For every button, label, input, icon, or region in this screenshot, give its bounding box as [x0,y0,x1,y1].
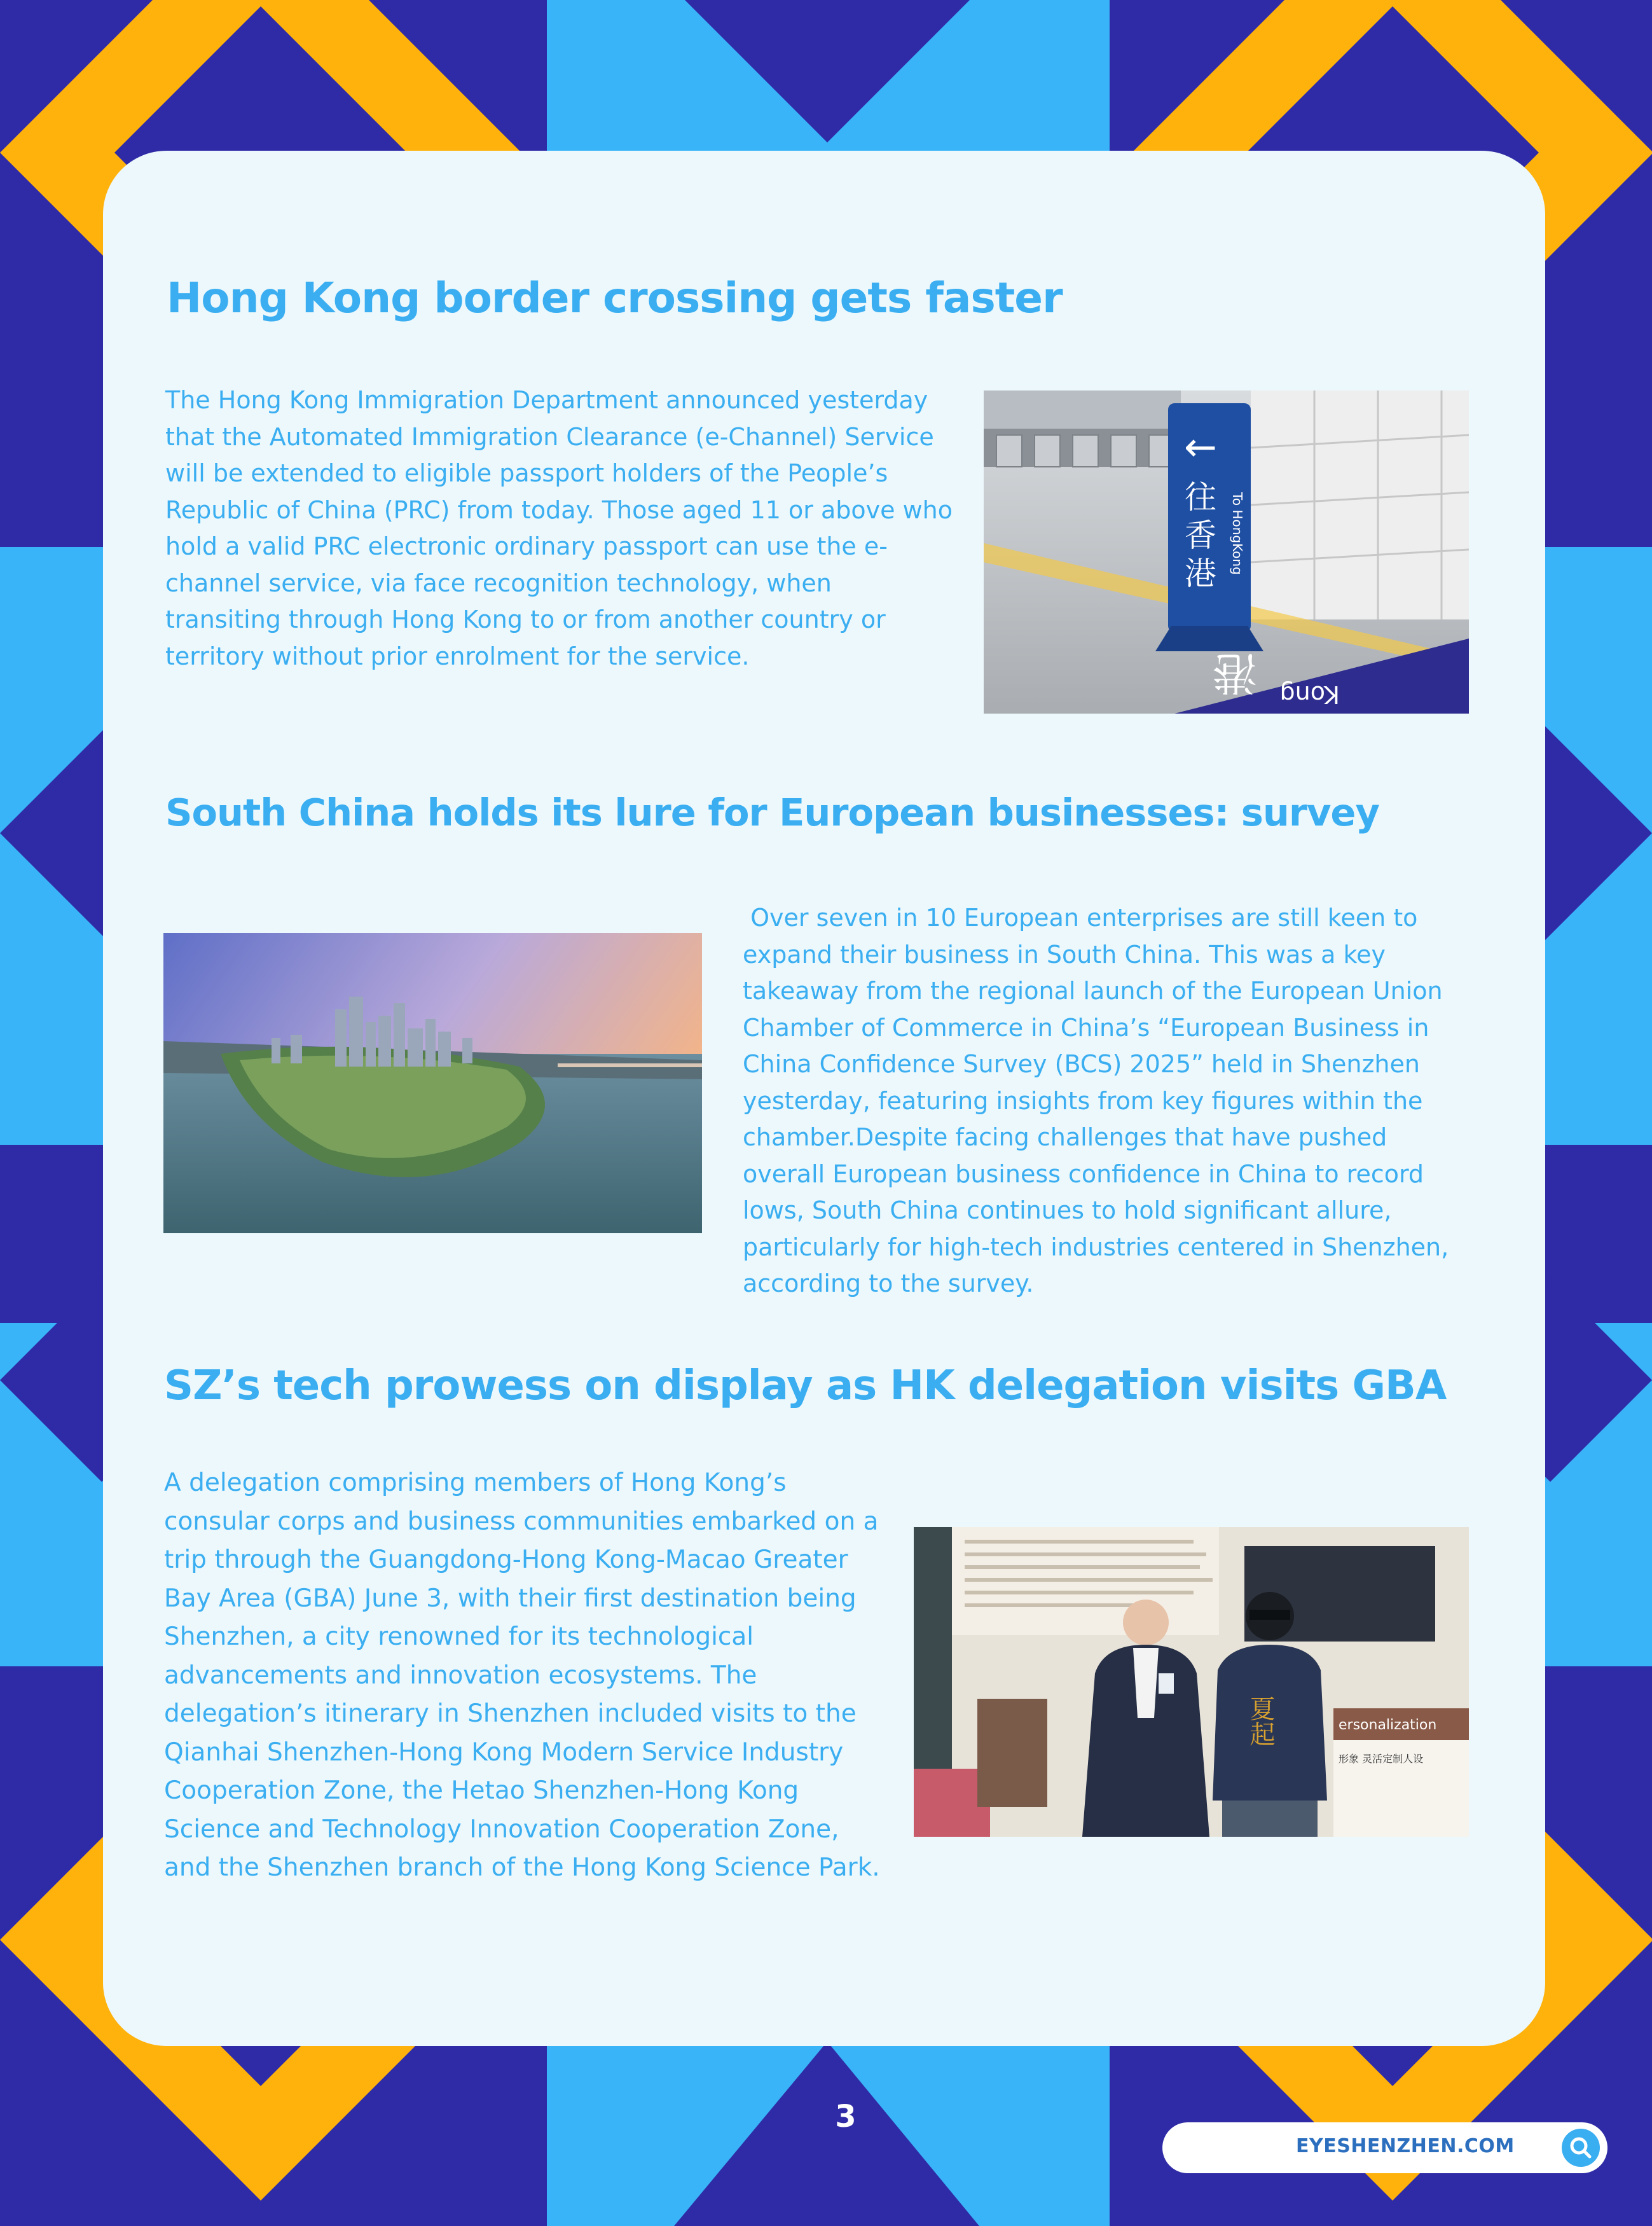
sign-english: To HongKong [1230,492,1245,575]
website-search-bar[interactable] [1162,2122,1607,2173]
article-2-body: Over seven in 10 European enterprises are still keen to expand their business in South China. This was a key takeaway from the regional launch of the European Union Chamber of Commerce in China’s “European Business in China Confidence Survey (BCS) 2025” held in Shenzhen yesterday, featuring insights from key figures within the chamber.Despite facing challenges that have pushed overall European business confidence in China to record lows, South China continues to hold significant allure, particularly for high-tech industries centered in Shenzhen, according to the survey. [743,904,1457,1297]
shenzhen-skyline-photo [163,933,702,1233]
article-3-headline: SZ’s tech prowess on display as HK delegation visits GBA [164,1362,1447,1409]
sign-char-2: 香 [1185,517,1216,554]
floor-english: Kong [1279,681,1340,709]
svg-text:←: ← [1184,424,1217,470]
website-url[interactable]: EYESHENZHEN.COM [1296,2135,1515,2157]
border-crossing-photo [984,391,1469,714]
article-2-headline: South China holds its lure for European businesses: survey [165,791,1379,834]
panel-label: ersonalization [1339,1717,1437,1733]
search-icon[interactable] [1562,2129,1600,2167]
delegation-photo [914,1527,1469,1837]
article-1-headline: Hong Kong border crossing gets faster [167,273,1063,322]
floor-char: 港 [1213,647,1257,699]
article-1-body: The Hong Kong Immigration Department announced yesterday that the Automated Immigration Clearance (e-Channel) Service will be extended to eligible passport holders of the People’s Republic of China (PRC) from today. Those aged 11 or above who hold a valid PRC electronic ordinary passport can use the e-channel service, via face recognition technology, when transiting through Hong Kong to or from another country or territory without prior enrolment for the service. [165,386,953,670]
panel-sub: 形象 灵活定制人设 [1339,1753,1424,1765]
shirt-chars: 夏起 [1246,1696,1275,1746]
article-3-body: A delegation comprising members of Hong Kong’s consular corps and business communities embarked on a trip through the Guangdong-Hong Kong-Macao Greater Bay Area (GBA) June 3, with their first destination being Shenzhen, a city renowned for its technological advancements and innovation ecosystems. The delegation’s itinerary in Shenzhen included visits to the Qianhai Shenzhen-Hong Kong Modern Service Industry Cooperation Zone, the Hetao Shenzhen-Hong Kong Science and Technology Innovation Cooperation Zone, and the Shenzhen branch of the Hong Kong Science Park. [164,1469,880,1882]
page-number: 3 [835,2099,857,2134]
sign-char-1: 往 [1185,479,1216,516]
sign-char-3: 港 [1185,555,1216,592]
